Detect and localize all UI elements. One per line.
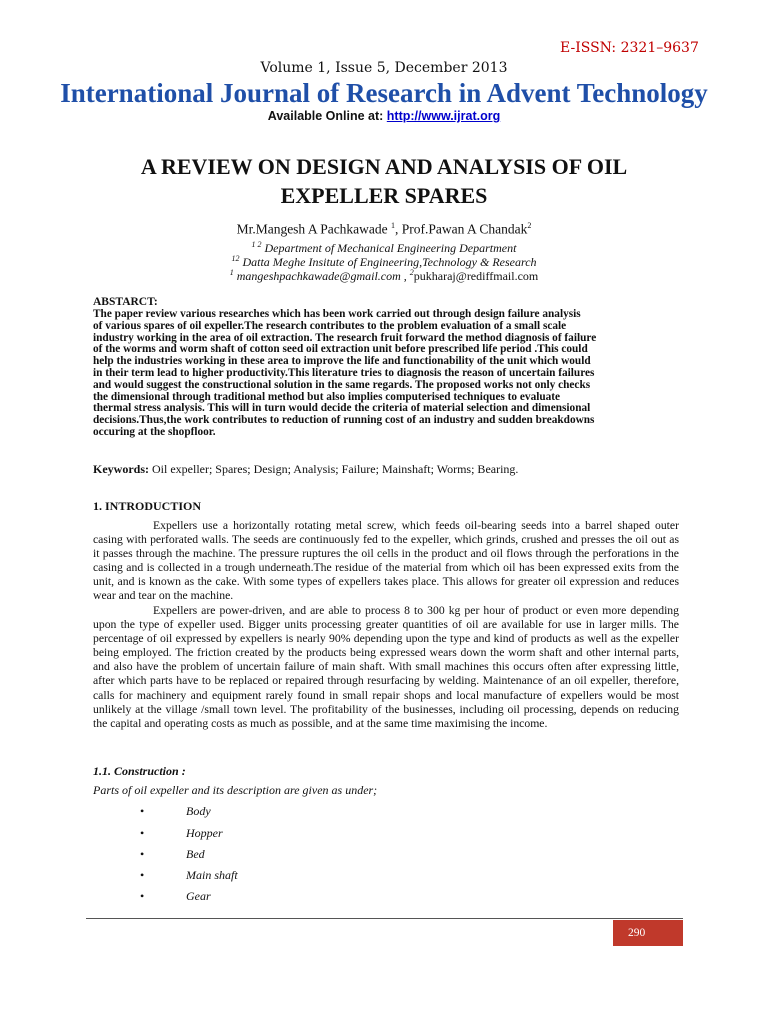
keywords-text: Oil expeller; Spares; Design; Analysis; Failure; Mainshaft; Worms; Bearing. [149,462,519,476]
abstract-line: thermal stress analysis. This will in turn would decide the criteria of material selection and dimensional [93,402,591,415]
email-1-link[interactable]: mangeshpachkawade@gmail.com [233,269,401,283]
abstract-line: decisions.Thus,the work contributes to reduction of running cost of an industry and sudden breakdowns [93,414,595,427]
list-item [140,804,211,819]
email-2-sup: 2 [409,268,414,277]
intro-paragraph-1: Expellers use a horizontally rotating metal screw, which feeds oil-bearing seeds into a barrel shaped outer casing with perforated walls. The seeds are continuously fed to the expeller, which grinds, crushed and presses the oil out as it passes through the machine. The pressure ruptures the oil cells in the product and oil flows through the perforations in the casing and is collected in a trough underneath.The residue of the material from which oil has been expressed exits from the unit, and is known as the cake. With some types of expellers takes place. This allows for greater oil expression and reduces wear and tear on the machine. [93,519,679,603]
bullet-icon: • [140,826,145,840]
keywords [93,462,518,477]
availability-line [0,109,768,123]
intro-paragraph-2: Expellers are power-driven, and are able to process 8 to 300 kg per hour of product or even more depending upon the type of expeller used. Bigger units processing greater quantities of oil are available for use in larger mills. The percentage of oil expressed by expellers is nearly 90% depending upon the type and kind of products as well as the expeller being employed. The friction created by the products being expressed wears down the worm shaft and other internal parts, and also have the problem of uncertain failure of main shaft. With small machines this occurs often after expressing little, after which parts have to be replaced or repaired through resurfacing by welding. Maintenance of an oil expeller, therefore, calls for machinery and equipment rarely found in small repair shops and local manufacture of expellers would be most unlikely at the village /small town level. The profitability of the businesses, including oil processing, depends on reducing the capital and operating costs as much as possible, and at the same time maximising the income. [93,604,679,730]
abstract-heading: ABSTARCT: [93,296,158,308]
abstract-line: industry working in the area of oil extraction. The research fruit forward the method diagnosis of failure [93,331,597,344]
list-item-label: Gear [186,889,211,903]
page-number: 290 [613,920,683,946]
author-2-sup: 2 [527,221,532,230]
abstract-line: occuring at the shopfloor. [93,425,216,438]
online-label: Available Online at: [267,109,387,123]
author-emails [0,268,768,284]
abstract-line: of various spares of oil expeller.The research contributes to the problem evaluation of a small scale [93,319,567,332]
list-item-label: Hopper [186,826,223,840]
aff-1-sup: 1 2 [251,240,262,249]
author-1-sup: 1 [391,221,396,230]
email-1-sup: 1 [229,268,234,277]
title-line-2: EXPELLER SPARES [280,183,488,208]
email-sep: , [400,269,410,283]
title-line-1: A REVIEW ON DESIGN AND ANALYSIS OF OIL [140,154,628,179]
aff-1-text: Department of Mechanical Engineering Department [261,241,517,255]
list-item-label: Bed [186,847,205,861]
journal-url-link[interactable]: http://www.ijrat.org [386,109,501,123]
aff-2-text: Datta Meghe Insitute of Engineering,Technology & Research [239,255,537,269]
abstract-line: help the industries working in these area to improve the life and functionability of the unit which would [93,355,591,368]
list-item [140,826,223,841]
issn: E-ISSN: 2321–9637 [560,40,699,56]
aff-2-sup: 12 [231,254,240,263]
list-item [140,847,205,862]
subsection-heading-construction: 1.1. Construction : [93,764,186,778]
list-item-label: Body [186,804,211,818]
paper-title [60,152,708,210]
section-heading-introduction: 1. INTRODUCTION [93,499,202,513]
abstract-line: the dimensional through traditional method but also implies computerised techniques to evaluate [93,390,561,403]
list-item [140,889,211,904]
bullet-icon: • [140,804,145,818]
bullet-icon: • [140,889,145,903]
journal-name: International Journal of Research in Advent Technology [60,78,708,108]
abstract-line: of the worms and worm shaft of cotton seed oil extraction unit before prescribed life period .This could [93,343,588,356]
abstract-line: in their term lead to higher productivity.This literature tries to diagnosis the reason of uncertain failures [93,366,595,379]
construction-intro: Parts of oil expeller and its description are given as under; [93,783,378,797]
author-line [0,221,768,238]
abstract-line: and would suggest the constructional solution in the same regards. The proposed works not only checks [93,378,591,391]
footer-divider [86,918,683,919]
volume-issue: Volume 1, Issue 5, December 2013 [260,60,508,76]
author-1: Mr.Mangesh A Pachkawade [236,221,392,237]
abstract-body [93,309,679,439]
list-item [140,868,238,883]
bullet-icon: • [140,868,145,882]
bullet-icon: • [140,847,145,861]
email-2-link[interactable]: pukharaj@rediffmail.com [413,269,539,283]
author-2: , Prof.Pawan A Chandak [395,221,528,237]
keywords-label: Keywords: [93,462,149,476]
abstract-line: The paper review various researches which has been work carried out through design failure analysis [93,308,581,320]
list-item-label: Main shaft [186,868,238,882]
